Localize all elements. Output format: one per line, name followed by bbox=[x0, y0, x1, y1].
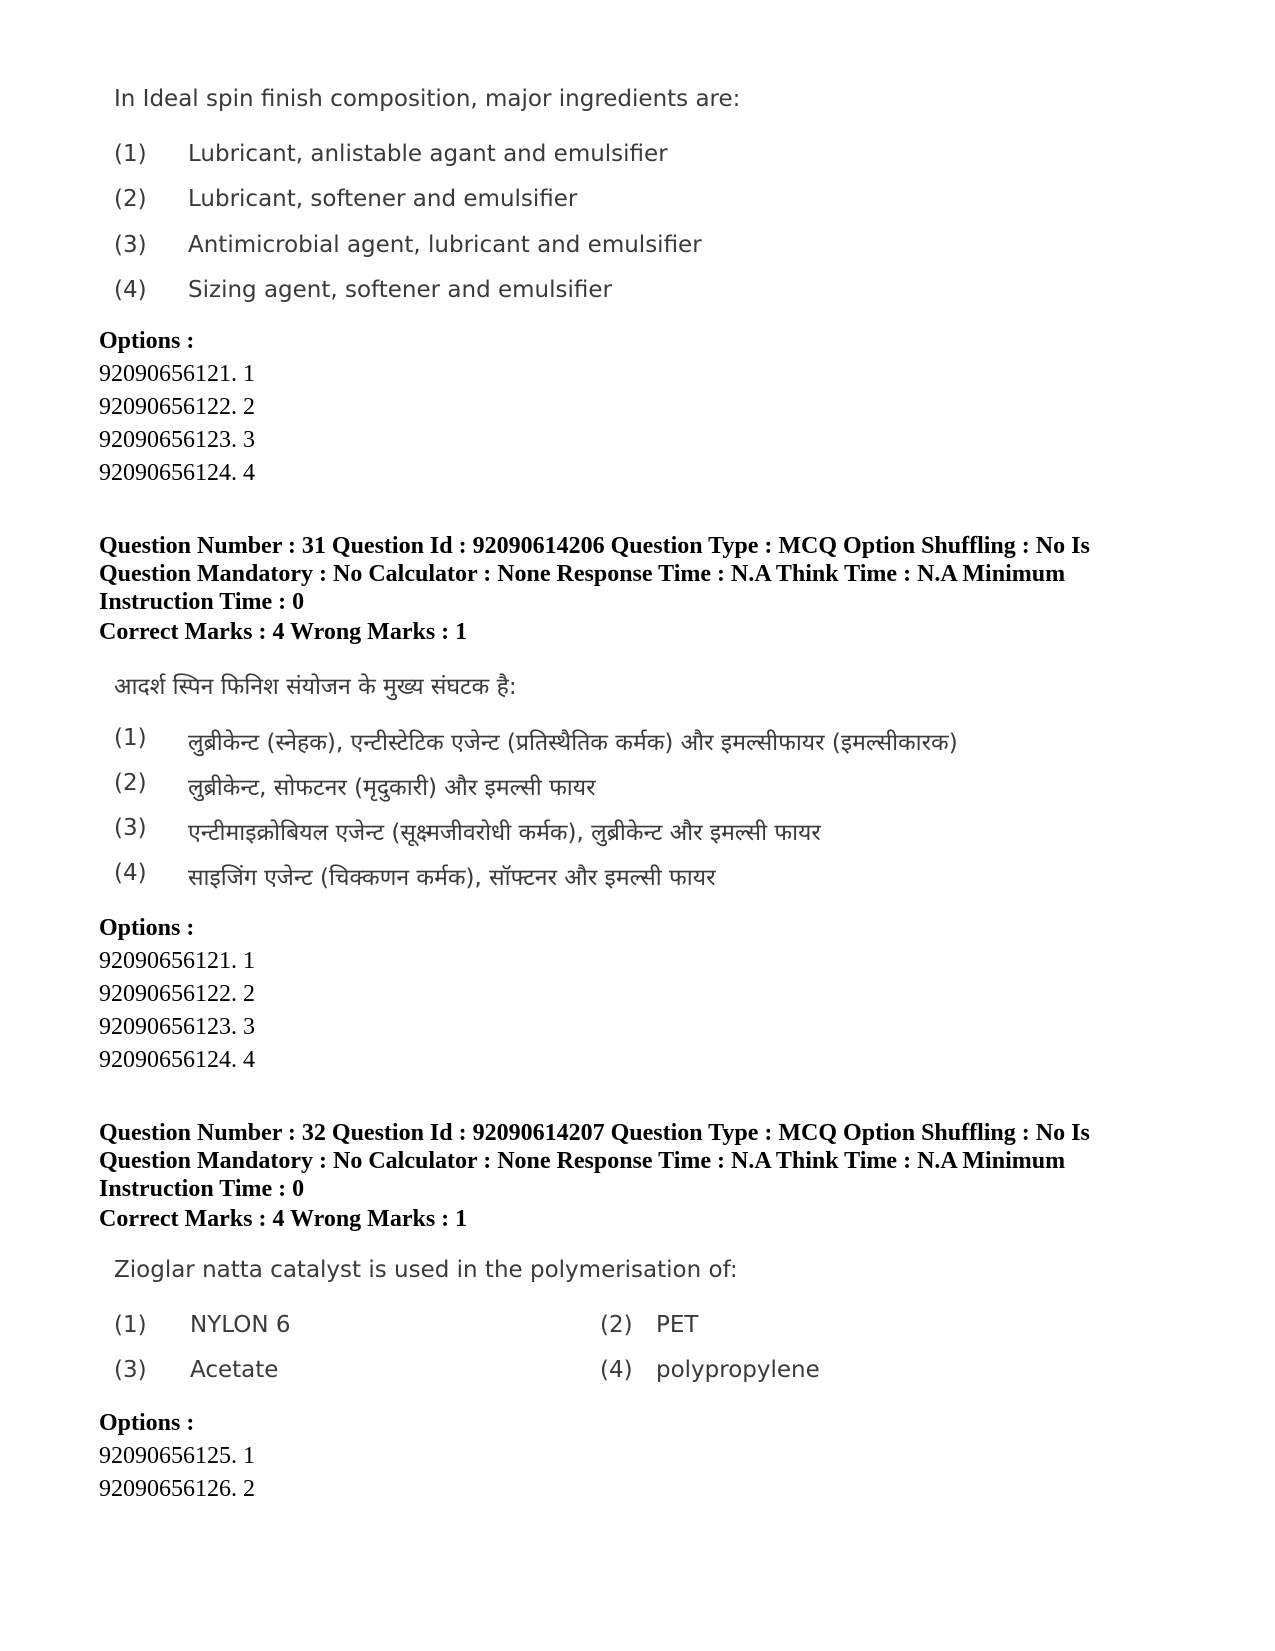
choice-number: (3) bbox=[114, 815, 147, 841]
option-id: 92090656123. 3 bbox=[99, 1014, 255, 1040]
choice-number: (3) bbox=[114, 1357, 147, 1383]
choice-text: लुब्रीकेन्ट, सोफटनर (मृदुकारी) और इमल्सी फायर bbox=[188, 775, 596, 801]
question-meta bbox=[99, 1119, 1179, 1203]
choice-number: (1) bbox=[114, 141, 147, 167]
choice-text: एन्टीमाइक्रोबियल एजेन्ट (सूक्ष्मजीवरोधी कर्मक), लुब्रीकेन्ट और इमल्सी फायर bbox=[188, 820, 821, 846]
option-id: 92090656124. 4 bbox=[99, 1047, 255, 1073]
question-text: आदर्श स्पिन फिनिश संयोजन के मुख्य संघटक है: bbox=[114, 674, 517, 700]
choice-number: (2) bbox=[114, 770, 147, 796]
choice-text: polypropylene bbox=[656, 1357, 820, 1383]
choice-number: (3) bbox=[114, 232, 147, 258]
choice-number: (1) bbox=[114, 1312, 147, 1338]
option-id: 92090656121. 1 bbox=[99, 361, 255, 387]
question-text: Zioglar natta catalyst is used in the polymerisation of: bbox=[114, 1257, 738, 1283]
choice-text: Acetate bbox=[190, 1357, 279, 1383]
option-id: 92090656121. 1 bbox=[99, 948, 255, 974]
choice-text: साइजिंग एजेन्ट (चिक्कणन कर्मक), सॉफ्टनर और इमल्सी फायर bbox=[188, 865, 716, 891]
question-text: In Ideal spin finish composition, major ingredients are: bbox=[114, 86, 741, 112]
choice-number: (4) bbox=[600, 1357, 633, 1383]
choice-number: (2) bbox=[114, 186, 147, 212]
question-meta bbox=[99, 532, 1179, 616]
question-meta-line: Question Mandatory : No Calculator : None Response Time : N.A Think Time : N.A Minimum bbox=[99, 1148, 1066, 1174]
choice-text: Lubricant, softener and emulsifier bbox=[188, 186, 578, 212]
choice-number: (1) bbox=[114, 725, 147, 751]
option-id: 92090656125. 1 bbox=[99, 1443, 255, 1469]
choice-number: (4) bbox=[114, 860, 147, 886]
choice-text: Lubricant, anlistable agant and emulsifier bbox=[188, 141, 668, 167]
option-id: 92090656122. 2 bbox=[99, 981, 255, 1007]
options-heading: Options : bbox=[99, 328, 195, 354]
choice-number: (4) bbox=[114, 277, 147, 303]
options-heading: Options : bbox=[99, 1410, 195, 1436]
marks-line: Correct Marks : 4 Wrong Marks : 1 bbox=[99, 1206, 468, 1232]
options-heading: Options : bbox=[99, 915, 195, 941]
choice-text: PET bbox=[656, 1312, 699, 1338]
choice-text: Antimicrobial agent, lubricant and emulsifier bbox=[188, 232, 702, 258]
option-id: 92090656126. 2 bbox=[99, 1476, 255, 1502]
option-id: 92090656123. 3 bbox=[99, 427, 255, 453]
choice-number: (2) bbox=[600, 1312, 633, 1338]
question-meta-line: Question Number : 31 Question Id : 92090614206 Question Type : MCQ Option Shuffling : No Is bbox=[99, 533, 1090, 559]
question-meta-line: Instruction Time : 0 bbox=[99, 1176, 305, 1202]
question-meta-line: Question Mandatory : No Calculator : None Response Time : N.A Think Time : N.A Minimum bbox=[99, 561, 1066, 587]
option-id: 92090656122. 2 bbox=[99, 394, 255, 420]
question-meta-line: Instruction Time : 0 bbox=[99, 589, 305, 615]
choice-text: Sizing agent, softener and emulsifier bbox=[188, 277, 612, 303]
choice-text: NYLON 6 bbox=[190, 1312, 291, 1338]
marks-line: Correct Marks : 4 Wrong Marks : 1 bbox=[99, 619, 468, 645]
option-id: 92090656124. 4 bbox=[99, 460, 255, 486]
choice-text: लुब्रीकेन्ट (स्नेहक), एन्टीस्टेटिक एजेन्ट (प्रतिस्थैतिक कर्मक) और इमल्सीफायर (इमल्सीकारक) bbox=[188, 730, 958, 756]
question-meta-line: Question Number : 32 Question Id : 92090614207 Question Type : MCQ Option Shuffling : No Is bbox=[99, 1120, 1090, 1146]
